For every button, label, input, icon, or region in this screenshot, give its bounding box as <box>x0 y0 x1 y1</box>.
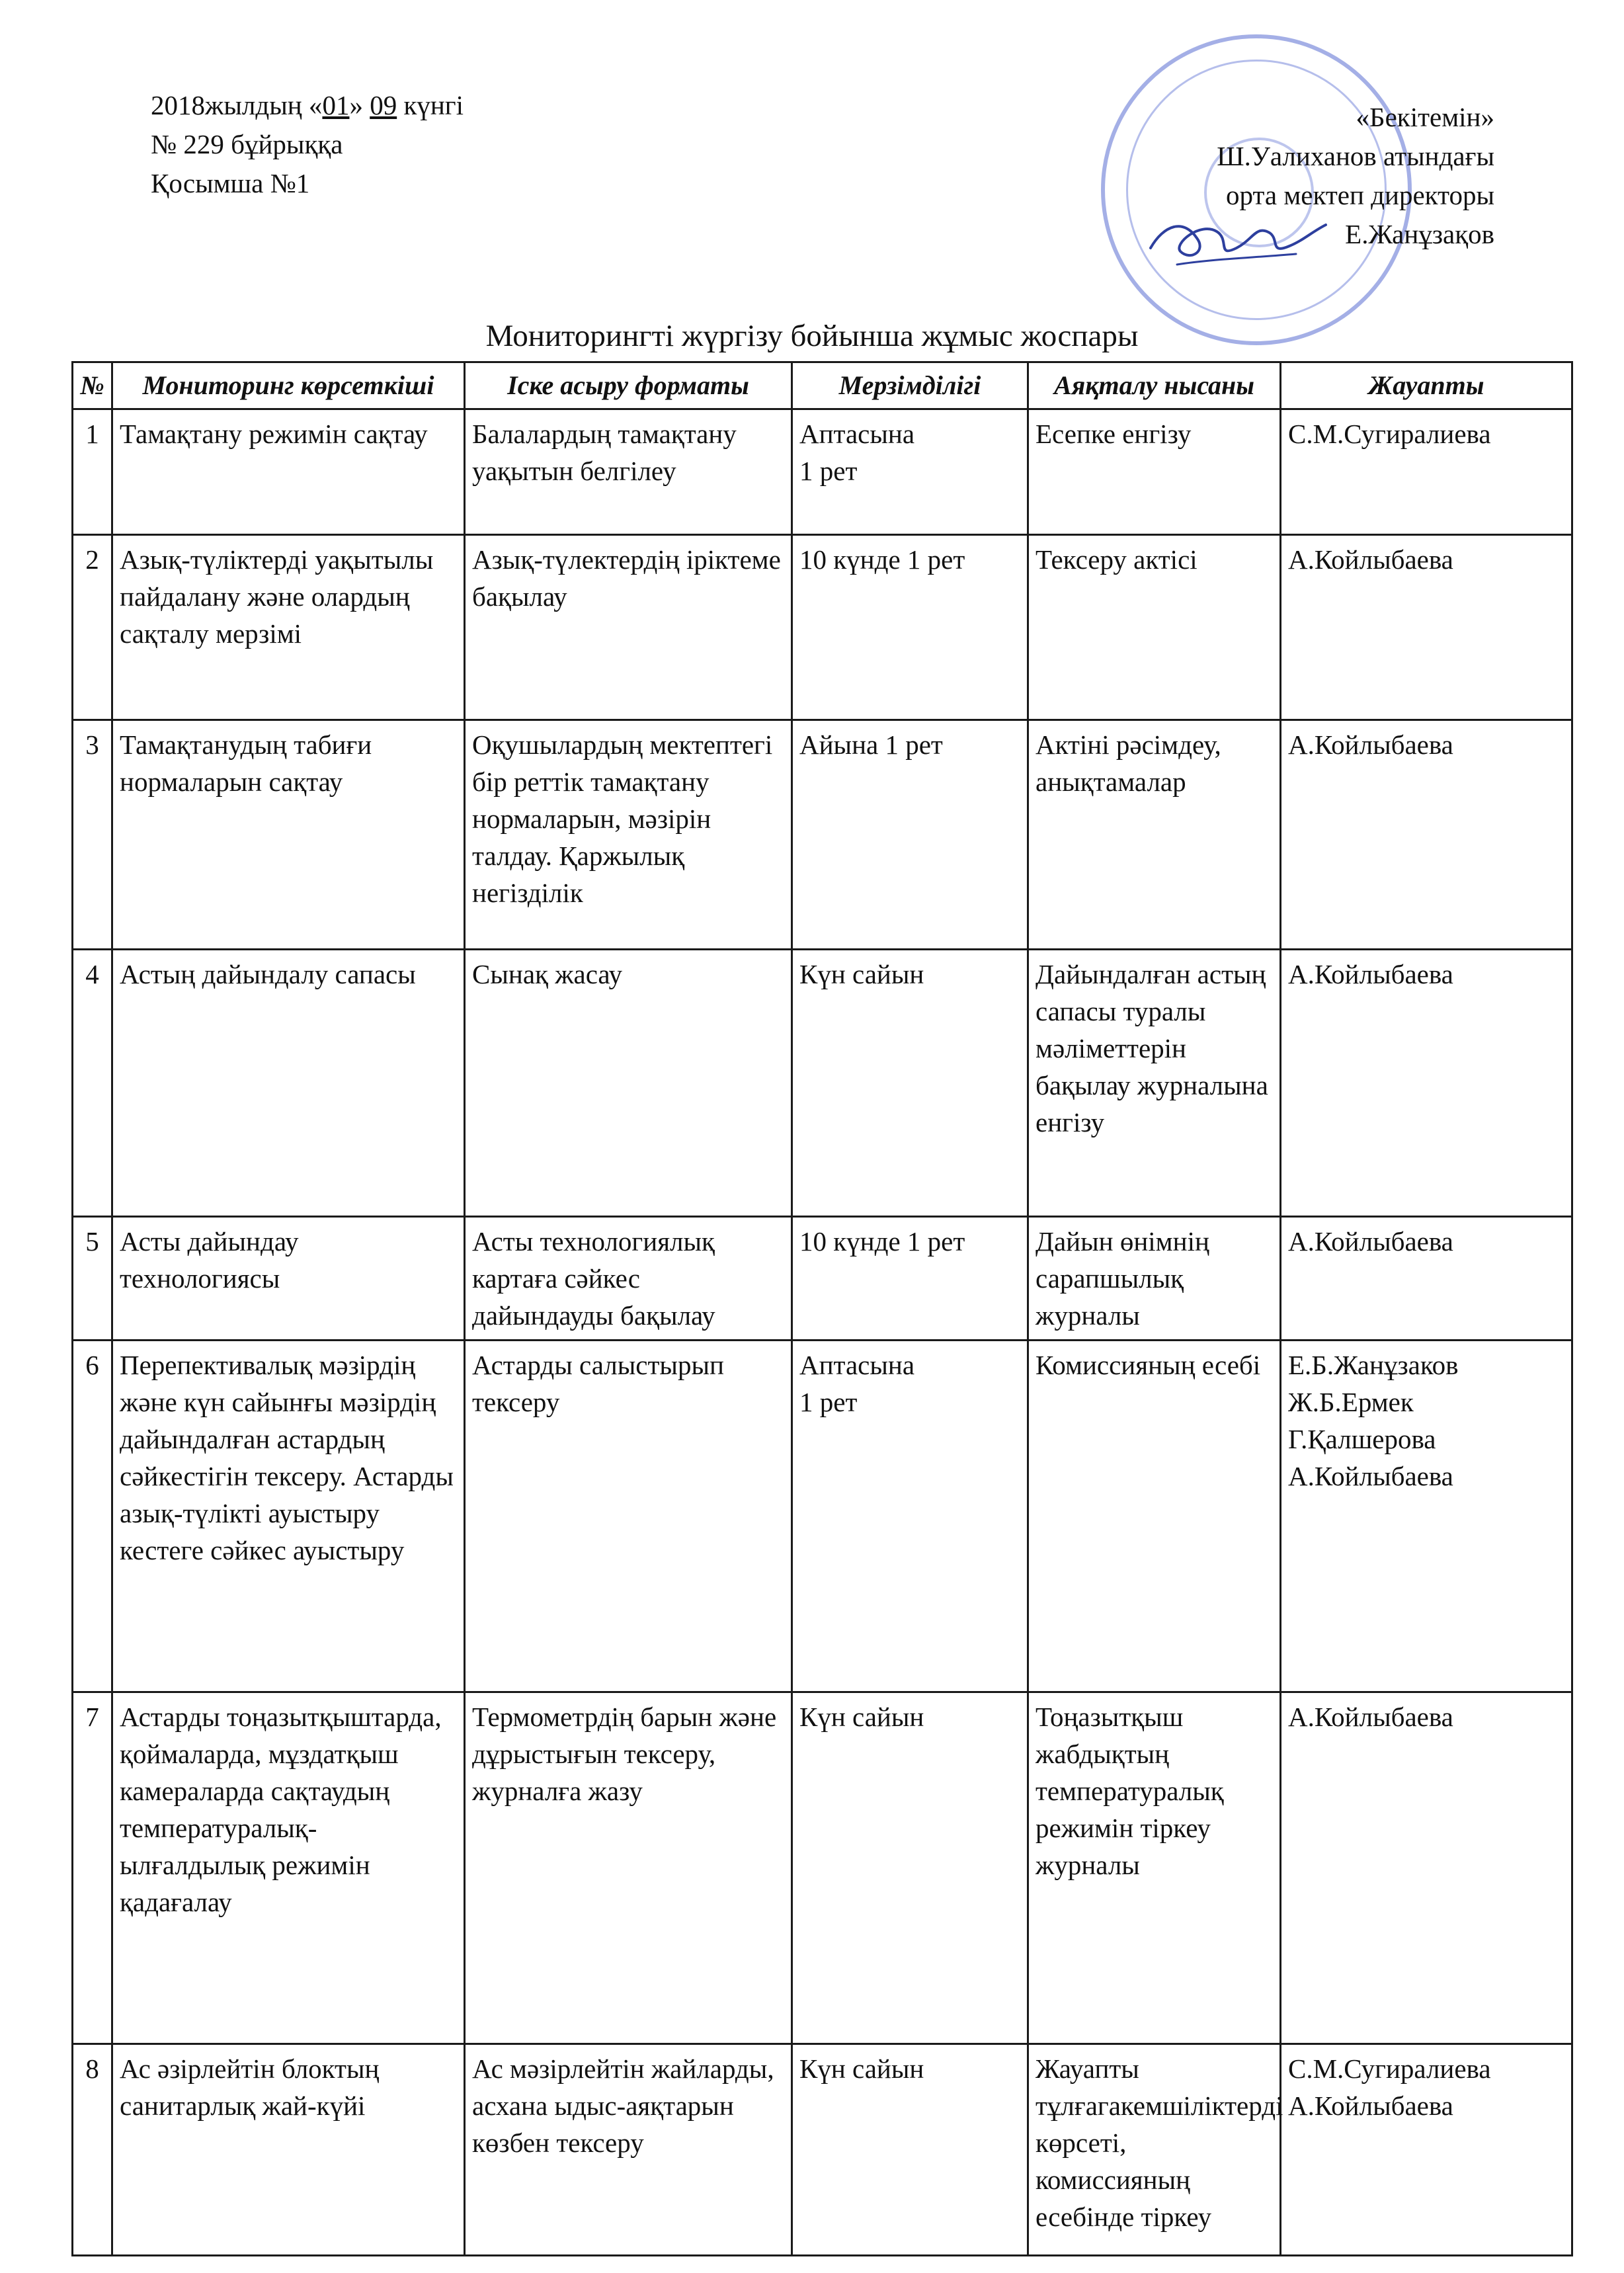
col-header-indicator: Мониторинг көрсеткіші <box>112 362 465 409</box>
row-completion: Есепке енгізу <box>1028 409 1281 535</box>
table-row <box>73 409 1572 535</box>
responsible-name: А.Койлыбаева <box>1288 1702 1453 1732</box>
period-line: Күн сайын <box>799 959 924 989</box>
row-responsible <box>1281 535 1572 720</box>
row-period <box>792 950 1028 1217</box>
col-header-number: № <box>73 362 112 409</box>
approval-title: «Бекітемін» <box>1356 102 1494 132</box>
period-line: 10 күнде 1 рет <box>799 544 965 575</box>
row-responsible <box>1281 2044 1572 2256</box>
row-completion: Тоңазытқыш жабдықтың температуралық режимін тіркеу журналы <box>1028 1692 1281 2044</box>
approval-school: Ш.Уалиханов атындағы <box>1217 141 1494 171</box>
table-row <box>73 1217 1572 1341</box>
row-completion: Дайын өнімнің сарапшылық журналы <box>1028 1217 1281 1341</box>
col-header-responsible: Жауапты <box>1281 362 1572 409</box>
responsible-name: А.Койлыбаева <box>1288 1226 1453 1257</box>
responsible-name: А.Койлыбаева <box>1288 1461 1453 1491</box>
responsible-name: Е.Б.Жанұзаков <box>1288 1350 1459 1380</box>
row-number: 6 <box>73 1341 112 1692</box>
responsible-name: Ж.Б.Ермек <box>1288 1387 1414 1417</box>
responsible-name: А.Койлыбаева <box>1288 959 1453 989</box>
period-line: 1 рет <box>799 1387 858 1417</box>
row-number: 1 <box>73 409 112 535</box>
row-responsible <box>1281 950 1572 1217</box>
row-completion: Комиссияның есебі <box>1028 1341 1281 1692</box>
row-number: 7 <box>73 1692 112 2044</box>
table-row <box>73 950 1572 1217</box>
table-header-row <box>73 362 1572 409</box>
table-row <box>73 1692 1572 2044</box>
row-number: 5 <box>73 1217 112 1341</box>
responsible-name: С.М.Сугиралиева <box>1288 419 1491 449</box>
responsible-name: Г.Қалшерова <box>1288 1424 1436 1454</box>
row-responsible <box>1281 1217 1572 1341</box>
row-format: Сынақ жасау <box>465 950 792 1217</box>
responsible-name: А.Койлыбаева <box>1288 544 1453 575</box>
responsible-name: А.Койлыбаева <box>1288 2090 1453 2121</box>
period-line: Күн сайын <box>799 2053 924 2084</box>
order-day: 01 <box>322 90 350 120</box>
order-date-line <box>151 86 464 125</box>
row-period <box>792 1692 1028 2044</box>
period-line: Аптасына <box>799 419 915 449</box>
row-period <box>792 2044 1028 2256</box>
row-number: 3 <box>73 720 112 950</box>
monitoring-plan-table <box>71 361 1573 2256</box>
period-line: 1 рет <box>799 456 858 486</box>
row-indicator: Асты дайындау технологиясы <box>112 1217 465 1341</box>
table-row <box>73 1341 1572 1692</box>
row-format: Термометрдің барын және дұрыстығын тексеру, журналға жазу <box>465 1692 792 2044</box>
order-date-suffix: күнгі <box>397 90 464 120</box>
row-indicator: Тамақтану режимін сақтау <box>112 409 465 535</box>
row-format: Ас мәзірлейтін жайларды, асхана ыдыс-аяқтарын көзбен тексеру <box>465 2044 792 2256</box>
row-format: Оқушылардың мектептегі бір реттік тамақтану нормаларын, мәзірін талдау. Қаржылық негізділік <box>465 720 792 950</box>
row-indicator: Астың дайындалу сапасы <box>112 950 465 1217</box>
approval-director-name: Е.Жанұзақов <box>1345 219 1494 249</box>
row-format: Астарды салыстырып тексеру <box>465 1341 792 1692</box>
row-indicator: Астарды тоңазытқыштарда, қоймаларда, мұздатқыш камераларда сақтаудың температуралық-ылғалдылық режимін қадағалау <box>112 1692 465 2044</box>
row-indicator: Азық-түліктерді уақытылы пайдалану және олардың сақталу мерзімі <box>112 535 465 720</box>
table-row <box>73 720 1572 950</box>
order-reference <box>151 86 464 203</box>
row-indicator: Тамақтанудың табиғи нормаларын сақтау <box>112 720 465 950</box>
row-completion: Актіні рәсімдеу, анықтамалар <box>1028 720 1281 950</box>
row-number: 4 <box>73 950 112 1217</box>
row-period <box>792 720 1028 950</box>
row-number: 2 <box>73 535 112 720</box>
appendix-number: Қосымша №1 <box>151 168 310 198</box>
responsible-name: С.М.Сугиралиева <box>1288 2053 1491 2084</box>
period-line: Айына 1 рет <box>799 729 943 760</box>
row-indicator: Перепективалық мәзірдің және күн сайынғы мәзірдің дайындалған астардың сәйкестігін тексеру. Астарды азық-түлікті ауыстыру кестеге сәйкес ауыстыру <box>112 1341 465 1692</box>
row-format: Азық-түлектердің іріктеме бақылау <box>465 535 792 720</box>
row-period <box>792 1217 1028 1341</box>
order-month: 09 <box>370 90 397 120</box>
approval-position: орта мектеп директоры <box>1226 180 1494 210</box>
table-row <box>73 535 1572 720</box>
order-number: № 229 бұйрыққа <box>151 129 343 159</box>
row-indicator: Ас әзірлейтін блоктың санитарлық жай-күйі <box>112 2044 465 2256</box>
director-signature <box>1137 185 1336 284</box>
row-period <box>792 535 1028 720</box>
order-date-mid: » <box>349 90 370 120</box>
col-header-period: Мерзімділігі <box>792 362 1028 409</box>
responsible-name: А.Койлыбаева <box>1288 729 1453 760</box>
period-line: Күн сайын <box>799 1702 924 1732</box>
row-number: 8 <box>73 2044 112 2256</box>
row-responsible <box>1281 720 1572 950</box>
row-responsible <box>1281 1692 1572 2044</box>
row-format: Асты технологиялық картаға сәйкес дайындауды бақылау <box>465 1217 792 1341</box>
document-title: Мониторингті жүргізу бойынша жұмыс жоспары <box>485 319 1139 353</box>
col-header-format: Іске асыру форматы <box>465 362 792 409</box>
col-header-completion: Аяқталу нысаны <box>1028 362 1281 409</box>
row-period <box>792 1341 1028 1692</box>
period-line: 10 күнде 1 рет <box>799 1226 965 1257</box>
table-row <box>73 2044 1572 2256</box>
period-line: Аптасына <box>799 1350 915 1380</box>
row-format: Балалардың тамақтану уақытын белгілеу <box>465 409 792 535</box>
row-responsible <box>1281 409 1572 535</box>
row-completion: Жауапты тұлғагакемшіліктерді көрсеті, комиссияның есебінде тіркеу <box>1028 2044 1281 2256</box>
row-completion: Тексеру актісі <box>1028 535 1281 720</box>
order-date-prefix: 2018жылдың « <box>151 90 323 120</box>
row-completion: Дайындалған астың сапасы туралы мәліметтерін бақылау журналына енгізу <box>1028 950 1281 1217</box>
row-responsible <box>1281 1341 1572 1692</box>
row-period <box>792 409 1028 535</box>
